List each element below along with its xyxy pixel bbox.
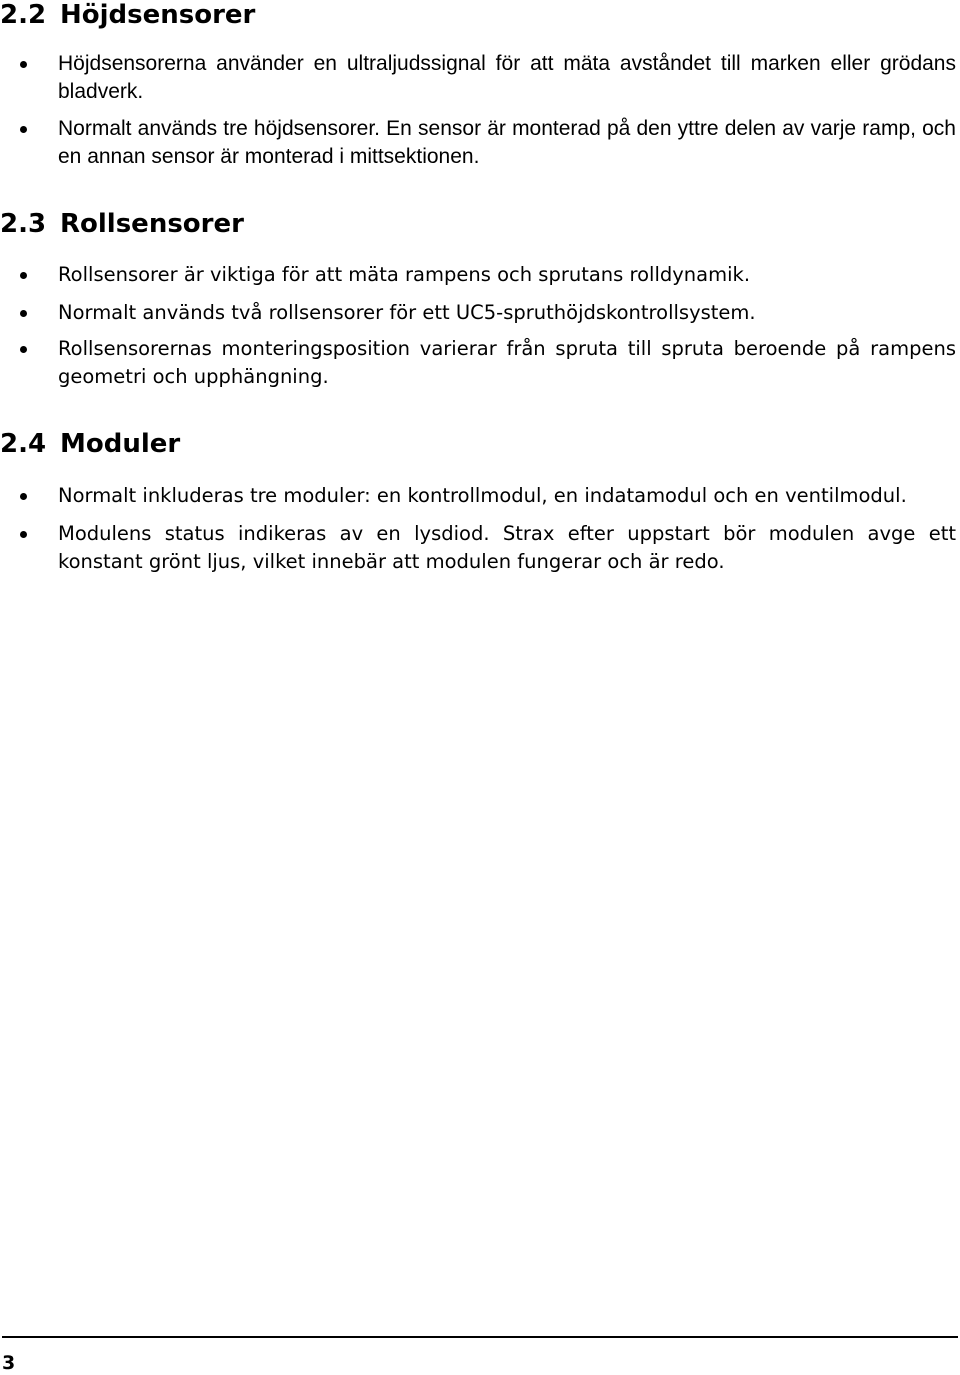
bullet-icon [20,272,27,279]
section-title: Rollsensorer [60,209,244,239]
bullet-item: Rollsensorer är viktiga för att mäta rampens och sprutans rolldynamik. [58,263,751,286]
bullet-icon [20,310,27,317]
bullet-icon [20,346,27,353]
section-heading-2-3 [0,209,244,239]
section-number: 2.3 [0,209,47,239]
section-heading-2-2 [0,0,255,30]
bullet-icon [20,531,27,538]
bullet-icon [20,493,27,500]
bullet-icon [20,126,27,133]
bullet-item: Rollsensorernas monteringsposition varierar från spruta till spruta beroende på rampens geometri och upphängning. [58,337,956,388]
section-number: 2.2 [0,0,47,30]
bullet-item: Normalt används två rollsensorer för ett UC5-spruthöjdskontrollsystem. [58,301,756,324]
bullet-item: Höjdsensorerna använder en ultraljudssignal för att mäta avståndet till marken eller grödans bladverk. [58,52,956,103]
page-number: 3 [2,1352,16,1374]
section-title: Höjdsensorer [60,0,256,30]
bullet-item: Modulens status indikeras av en lysdiod. Strax efter uppstart bör modulen avge ett konstant grönt ljus, vilket innebär att modulen fungerar och är redo. [58,522,956,573]
bullet-item: Normalt inkluderas tre moduler: en kontrollmodul, en indatamodul och en ventilmodul. [58,484,907,507]
section-heading-2-4 [0,429,180,459]
bullet-item: Normalt används tre höjdsensorer. En sensor är monterad på den yttre delen av varje ramp, och en annan sensor är monterad i mittsektionen. [58,117,956,168]
bullet-icon [20,61,27,68]
section-title: Moduler [60,429,181,459]
section-number: 2.4 [0,429,47,459]
footer-rule [2,1336,958,1338]
